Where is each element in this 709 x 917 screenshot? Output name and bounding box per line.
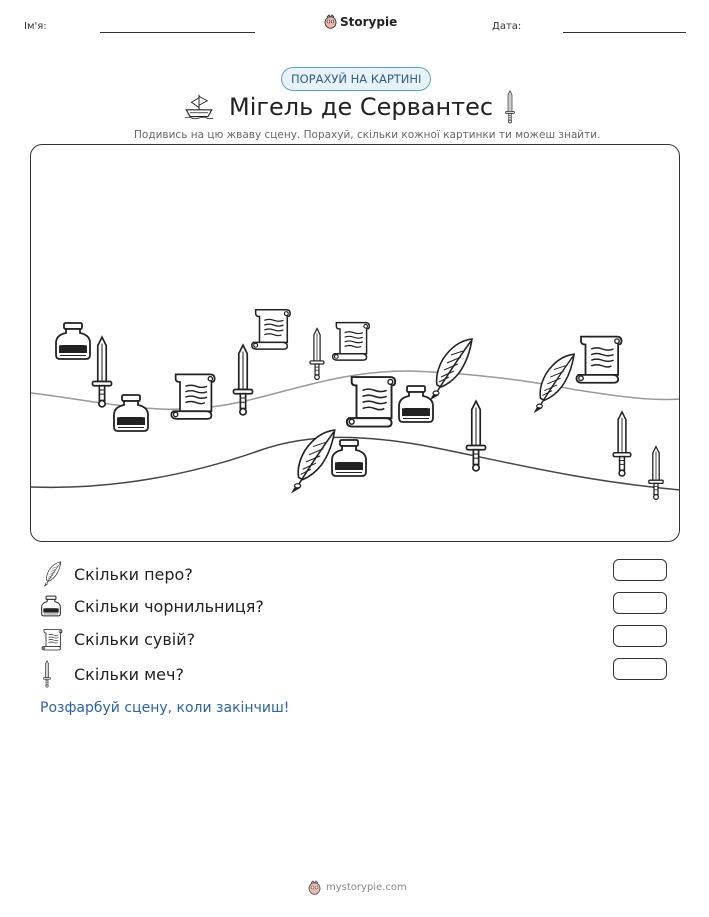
answer-box-scroll[interactable] [613, 625, 667, 647]
sword-icon [502, 90, 518, 124]
date-label: Дата: [492, 21, 522, 32]
counting-scene [30, 144, 680, 542]
storypie-logo-icon [308, 880, 321, 895]
inkwell-icon [40, 594, 62, 618]
brand-name: Storypie [340, 14, 398, 29]
sword-icon [613, 412, 630, 476]
scene-canvas [31, 145, 680, 542]
scroll-icon [333, 323, 370, 361]
scroll-icon [577, 337, 622, 383]
instructions-text: Подивись на цю жваву сцену. Порахуй, скільки кожної картинки ти можеш знайти. [134, 129, 601, 141]
question-text: Скільки перо? [74, 564, 193, 584]
brand-logo [324, 14, 397, 29]
inkwell-icon [332, 440, 366, 476]
scroll-icon [171, 374, 214, 418]
page-title: Мігель де Сервантес [229, 93, 494, 121]
scroll-icon [252, 310, 290, 349]
scroll-icon [40, 627, 64, 651]
coloring-note: Розфарбуй сцену, коли закінчиш! [40, 700, 290, 716]
quill-icon [40, 561, 64, 587]
question-row [40, 561, 193, 587]
inkwell-icon [114, 395, 148, 431]
quill-icon [431, 339, 472, 399]
sword-icon [649, 447, 663, 500]
inkwell-icon [399, 386, 433, 422]
answer-box-sword[interactable] [613, 658, 667, 680]
question-row [40, 660, 184, 688]
question-row [40, 594, 264, 618]
answer-box-quill[interactable] [613, 559, 667, 581]
name-label: Ім'я: [24, 21, 47, 32]
storypie-logo-icon [324, 14, 337, 29]
question-text: Скільки сувій? [74, 629, 196, 649]
quill-icon [292, 430, 334, 492]
footer [308, 880, 407, 895]
ship-icon [184, 92, 214, 120]
question-row [40, 627, 195, 651]
sword-icon [233, 345, 252, 415]
footer-site[interactable]: mystorypie.com [326, 882, 407, 893]
name-field[interactable] [100, 32, 255, 33]
question-text: Скільки меч? [74, 664, 184, 684]
question-text: Скільки чорнильниця? [74, 596, 264, 616]
scroll-icon [347, 377, 395, 427]
activity-badge: ПОРАХУЙ НА КАРТИНІ [281, 67, 431, 91]
answer-box-inkwell[interactable] [613, 592, 667, 614]
sword-icon [466, 401, 485, 471]
sword-icon [310, 329, 324, 380]
inkwell-icon [56, 323, 90, 359]
sword-icon [40, 660, 54, 688]
date-field[interactable] [563, 32, 686, 33]
sword-icon [92, 337, 111, 407]
